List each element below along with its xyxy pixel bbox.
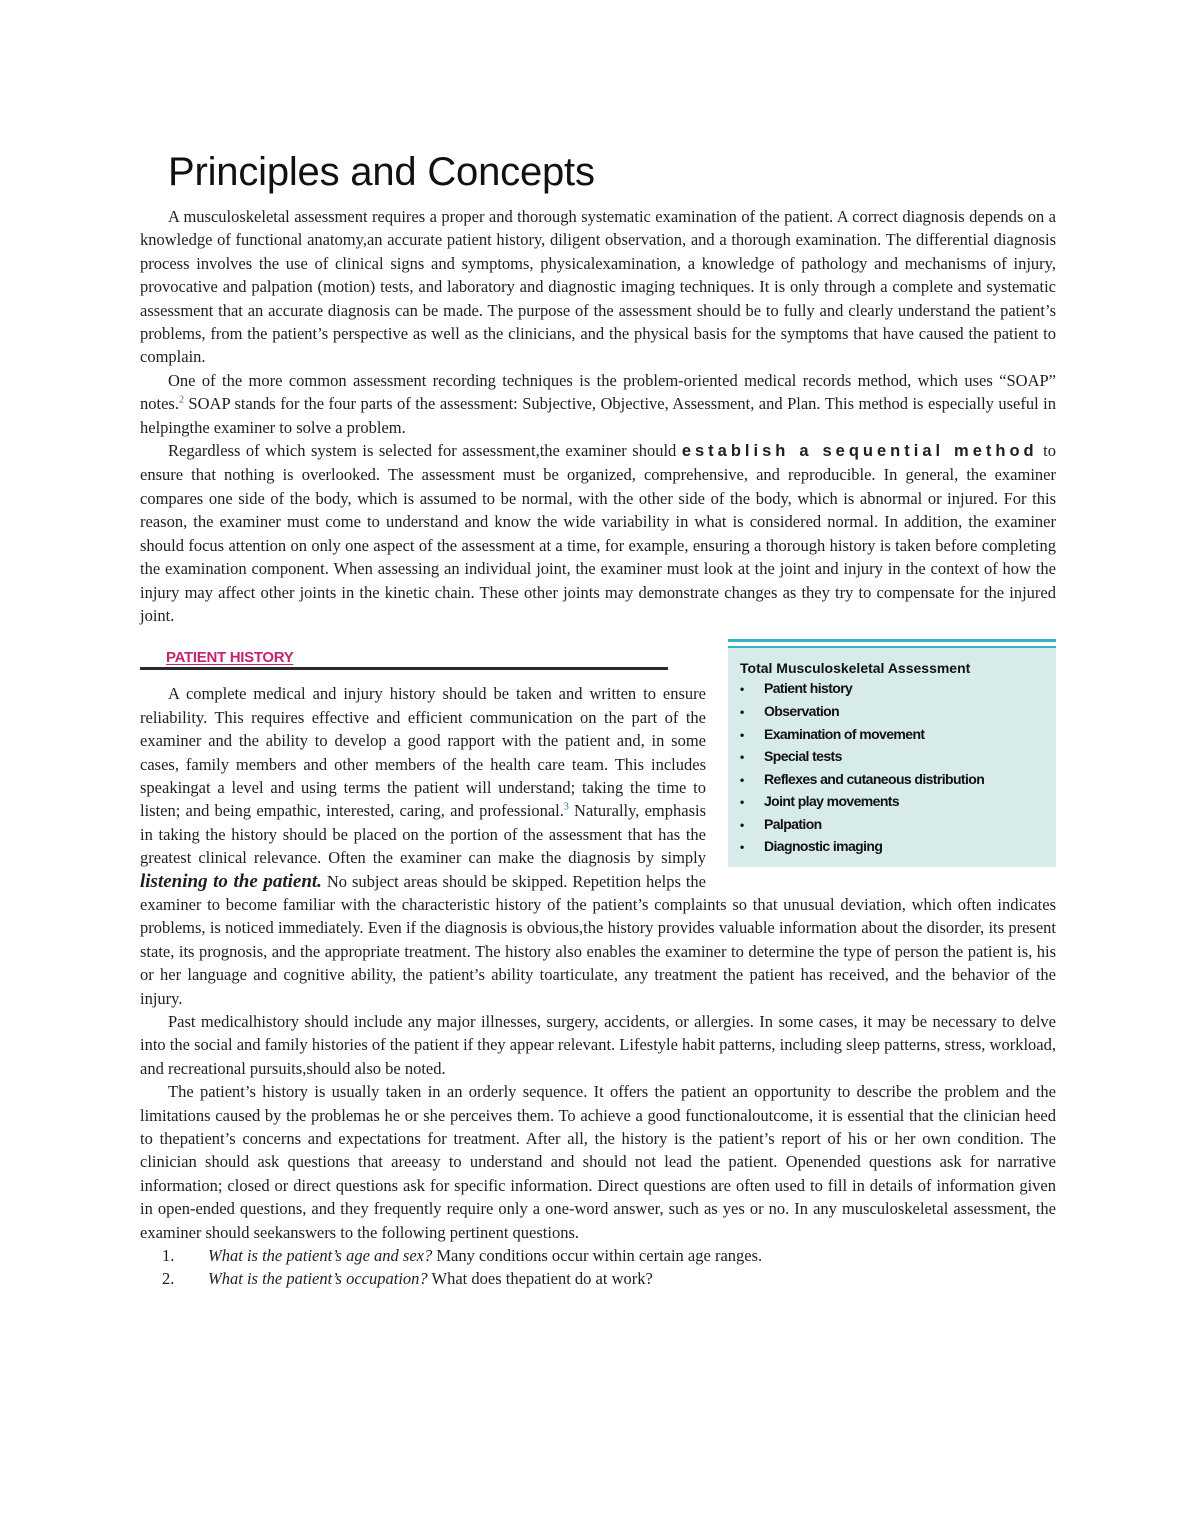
bullet-icon: •: [740, 750, 744, 765]
history-p1-text-c: No subject areas should be skipped. Repetition helps the examiner to become familiar with the characteristic history of the patient’s complaints so that unusual deviation, which often indicates problems, is noticed immediately. Even if the diagnosis is obvious,the history provides valuable information about the disorder, its present state, its prognosis, and the appropriate treatment. The history also enables the examiner to determine the type of person the patient is, his or her language and cognitive ability, the patient’s ability toarticulate, any treatment the patient has received, and the behavior of the injury.: [140, 871, 1056, 1008]
page-title: Principles and Concepts: [168, 150, 595, 194]
question-text: What is the patient’s age and sex?: [208, 1246, 433, 1266]
intro-paragraph-1: A musculoskeletal assessment requires a proper and thorough systematic examination of the patient. A correct diagnosis depends on a knowledge of functional anatomy,an accurate patient history, diligent observation, and a thorough examination. The differential diagnosis process involves the use of clinical signs and symptoms, physicalexamination, a knowledge of pathology and mechanisms of injury, provocative and palpation (motion) tests, and laboratory and diagnostic imaging techniques. It is only through a complete and systematic assessment that an accurate diagnosis can be made. The purpose of the assessment should be to fully and clearly understand the patient’s problems, from the patient’s perspective as well as the clinicians, and the physical basis for the symptoms that have caused the patient to complain.: [140, 207, 1056, 367]
question-number: 1.: [162, 1246, 175, 1266]
sidebar-item-label: Diagnostic imaging: [764, 838, 883, 855]
intro-p2-text-a: One of the more common assessment recording techniques is the problem-oriented medical records method, which uses “SOAP” notes.: [140, 370, 1056, 414]
history-p1-text-a: A complete medical and injury history should be taken and written to ensure reliability. This requires effective and efficient communication on the part of the examiner and the ability to develop a good rapport with the patient and, in some cases, family members and other members of the health care team. This includes speakingat a level and using terms the patient will understand; taking the time to listen; and being empathic, interested, caring, and professional.: [140, 684, 706, 821]
intro-p3-text-b: to ensure that nothing is overlooked. The assessment must be organized, comprehensive, and reproducible. In general, the examiner compares one side of the body, which is assumed to be normal, with the other side of the body, which is abnormal or injured. For this reason, the examiner must come to understand and know the wide variability in what is considered normal. In addition, the examiner should focus attention on only one aspect of the assessment at a time, for example, ensuring a thorough history is taken before completing the examination component. When assessing an individual joint, the examiner must look at the joint and injury in the context of how the injury may affect other joints in the kinetic chain. These other joints may demonstrate changes as they try to compensate for the injured joint.: [140, 441, 1056, 625]
bullet-icon: •: [740, 772, 744, 787]
sidebar-item-label: Special tests: [764, 748, 842, 765]
intro-p2-text-b: SOAP stands for the four parts of the assessment: Subjective, Objective, Assessment, and Plan. This method is especially useful in helpingthe examiner to solve a problem.: [140, 394, 1056, 437]
sidebar-item: [740, 836, 1046, 859]
bullet-icon: •: [740, 682, 744, 697]
sidebar-item: [740, 746, 1046, 769]
intro-paragraph-3: [140, 439, 1056, 627]
section-heading-patient-history: [140, 649, 668, 670]
question-item-2: [162, 1267, 1056, 1290]
intro-p3-text-a: Regardless of which system is selected for assessment,the examiner should: [168, 441, 682, 461]
assessment-sidebar-box: [728, 639, 1056, 867]
question-number: 2.: [162, 1269, 175, 1289]
sidebar-item: [740, 814, 1046, 837]
history-p1-text-b: Naturally, emphasis in taking the history should be placed on the portion of the assessment that has the greatest clinical relevance. Often the examiner can make the diagnosis by simply: [140, 801, 707, 868]
sidebar-item: [740, 791, 1046, 814]
bullet-icon: •: [740, 704, 744, 719]
footnote-ref-2[interactable]: 2: [178, 394, 184, 406]
question-answer: Many conditions occur within certain age ranges.: [432, 1246, 763, 1266]
sequential-method-emphasis: establish a sequential method: [681, 442, 1038, 461]
bullet-icon: •: [740, 795, 744, 810]
section-heading-label: PATIENT HISTORY: [166, 649, 294, 667]
sidebar-list: [740, 678, 1046, 859]
question-item-1: [162, 1244, 1056, 1267]
sidebar-item-label: Examination of movement: [764, 725, 925, 742]
intro-paragraph-2: [140, 369, 1056, 439]
bullet-icon: •: [740, 840, 744, 855]
sidebar-item: [740, 769, 1046, 792]
sidebar-item-label: Joint play movements: [764, 793, 900, 810]
page-content: [140, 150, 1056, 1291]
sidebar-item: [740, 678, 1046, 701]
sidebar-item-label: Observation: [764, 702, 840, 719]
question-text: What is the patient’s occupation?: [208, 1269, 428, 1289]
history-paragraph-2: Past medicalhistory should include any major illnesses, surgery, accidents, or allergies. In some cases, it may be necessary to delve into the social and family histories of the patient if they appear relevant. Lifestyle habit patterns, including sleep patterns, stress, workload, and recreational pursuits,should also be noted.: [140, 1012, 1056, 1078]
sidebar-title: Total Musculoskeletal Assessment: [740, 660, 971, 677]
sidebar-item: [740, 724, 1046, 747]
listening-emphasis: listening to the patient.: [140, 870, 322, 892]
sidebar-item-label: Palpation: [764, 815, 822, 832]
sidebar-item-label: Patient history: [764, 680, 853, 697]
history-paragraph-3: The patient’s history is usually taken in an orderly sequence. It offers the patient an opportunity to describe the problem and the limitations caused by the problemas he or she perceives them. To achieve a good functionaloutcome, it is essential that the clinician heed to thepatient’s concerns and expectations for treatment. After all, the history is the patient’s report of his or her own condition. The clinician should ask questions that areeasy to understand and should not lead the patient. Openended questions ask for narrative information; closed or direct questions ask for specific information. Direct questions are often used to fill in details of information given in open-ended questions, and they frequently require only a one-word answer, such as yes or no. In any musculoskeletal assessment, the examiner should seekanswers to the following pertinent questions.: [140, 1082, 1056, 1242]
bullet-icon: •: [740, 727, 744, 742]
footnote-ref-3[interactable]: 3: [563, 801, 569, 813]
sidebar-item-label: Reflexes and cutaneous distribution: [764, 770, 985, 787]
bullet-icon: •: [740, 817, 744, 832]
question-answer: What does thepatient do at work?: [427, 1269, 653, 1289]
sidebar-item: [740, 701, 1046, 724]
